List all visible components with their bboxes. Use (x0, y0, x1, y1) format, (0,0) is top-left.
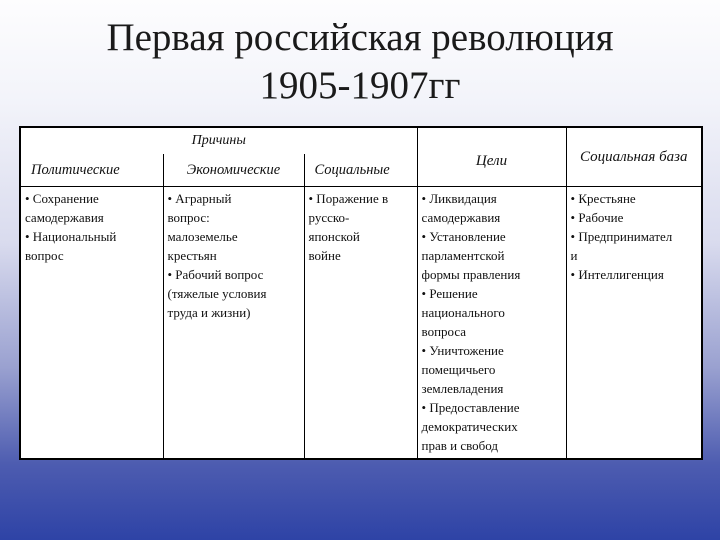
cell-line: • Уничтожение (421, 343, 504, 358)
cell-line: японской (308, 229, 360, 244)
cell-line: • Национальный (25, 229, 117, 244)
cell-line: • Сохранение (25, 191, 99, 206)
cell-line: • Решение (421, 286, 478, 301)
content-row (20, 187, 702, 460)
cell-line: прав и свобод (421, 438, 499, 453)
cell-social-base (566, 187, 702, 460)
cell-line: вопрос (25, 248, 64, 263)
cell-line: • Предпринимател (570, 229, 673, 244)
cell-line: • Поражение в (308, 191, 389, 206)
cell-line: помещичьего (421, 362, 496, 377)
cell-line: русско- (308, 210, 350, 225)
header-goals: Цели (417, 127, 566, 187)
revolution-table (19, 126, 703, 460)
cell-line: • Интеллигенция (570, 267, 664, 282)
cell-line: самодержавия (25, 210, 104, 225)
cell-economic (163, 187, 304, 460)
cell-political (20, 187, 163, 460)
header-social-base: Социальная база (566, 127, 702, 187)
cell-line: войне (308, 248, 341, 263)
cell-line: демократических (421, 419, 518, 434)
cell-line: и (570, 248, 578, 263)
header-social: Социальные (304, 154, 417, 187)
slide-title (0, 14, 720, 110)
cell-line: национального (421, 305, 505, 320)
slide-title-line-1: Первая российская революция (106, 16, 614, 59)
header-economic: Экономические (163, 154, 304, 187)
cell-line: формы правления (421, 267, 521, 282)
cell-line: • Крестьяне (570, 191, 636, 206)
cell-line: • Ликвидация (421, 191, 497, 206)
cell-line: крестьян (167, 248, 217, 263)
cell-goals (417, 187, 566, 460)
cell-line: малоземелье (167, 229, 238, 244)
slide-title-line-2: 1905-1907гг (259, 64, 461, 107)
cell-line: землевладения (421, 381, 504, 396)
cell-line: • Аграрный (167, 191, 232, 206)
cell-line: • Рабочие (570, 210, 624, 225)
cell-line: • Рабочий вопрос (167, 267, 264, 282)
cell-line: парламентской (421, 248, 505, 263)
cell-line: вопрос: (167, 210, 210, 225)
cell-line: • Предоставление (421, 400, 520, 415)
cell-line: • Установление (421, 229, 506, 244)
header-causes: Причины (20, 127, 417, 154)
cell-social (304, 187, 417, 460)
cell-line: вопроса (421, 324, 467, 339)
cell-line: (тяжелые условия (167, 286, 267, 301)
header-political: Политические (20, 154, 163, 187)
cell-line: труда и жизни) (167, 305, 251, 320)
cell-line: самодержавия (421, 210, 501, 225)
header-row-1 (20, 127, 702, 154)
